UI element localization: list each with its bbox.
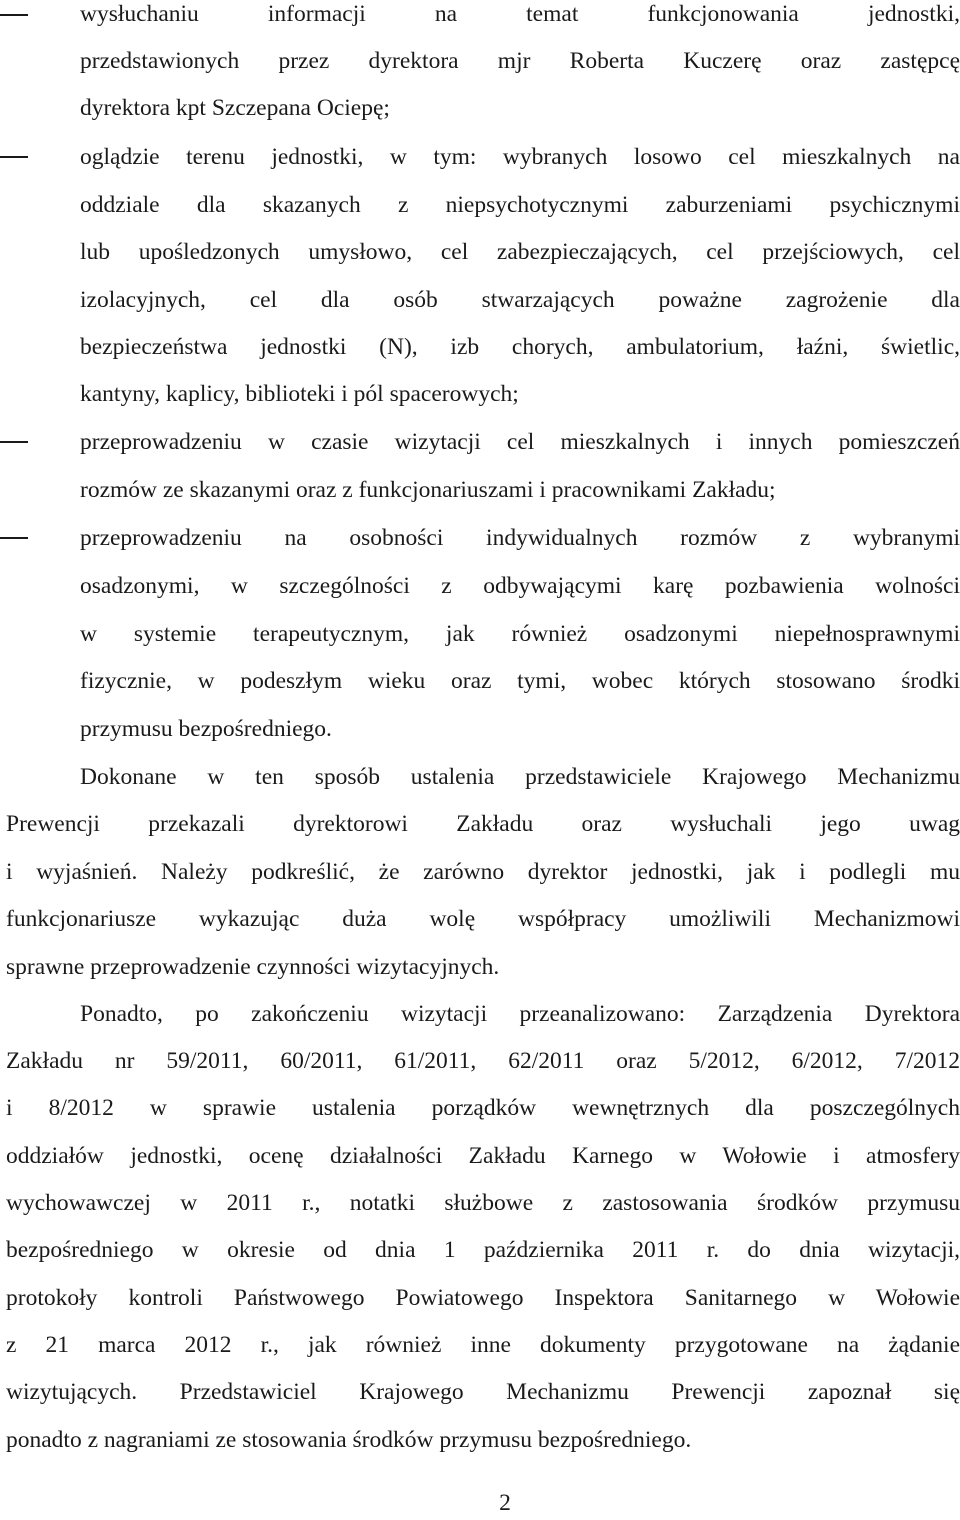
text-line: osadzonymi, w szczególności z odbywającymi karę pozbawienia wolności [80, 573, 960, 599]
text-line: izolacyjnych, cel dla osób stwarzających poważne zagrożenie dla [80, 287, 960, 313]
text-line: i wyjaśnień. Należy podkreślić, że zarówno dyrektor jednostki, jak i podlegli mu [6, 859, 960, 885]
text-line: lub upośledzonych umysłowo, cel zabezpieczających, cel przejściowych, cel [80, 239, 960, 265]
text-line: oddziałów jednostki, ocenę działalności Zakładu Karnego w Wołowie i atmosfery [6, 1143, 960, 1169]
text-line: dyrektora kpt Szczepana Ociepę; [80, 95, 390, 121]
dash-bullet-icon [0, 14, 28, 16]
text-line: wizytujących. Przedstawiciel Krajowego Mechanizmu Prewencji zapoznał się [6, 1379, 960, 1405]
text-line: Prewencji przekazali dyrektorowi Zakładu oraz wysłuchali jego uwag [6, 811, 960, 837]
page-number: 2 [499, 1490, 511, 1516]
text-line: ponadto z nagraniami ze stosowania środków przymusu bezpośredniego. [6, 1427, 692, 1453]
text-line: Ponadto, po zakończeniu wizytacji przeanalizowano: Zarządzenia Dyrektora [80, 1001, 960, 1027]
text-line: przedstawionych przez dyrektora mjr Roberta Kuczerę oraz zastępcę [80, 48, 960, 74]
text-line: przeprowadzeniu na osobności indywidualnych rozmów z wybranymi [80, 525, 960, 551]
text-line: wysłuchaniu informacji na temat funkcjonowania jednostki, [80, 1, 960, 27]
text-line: przeprowadzeniu w czasie wizytacji cel mieszkalnych i innych pomieszczeń [80, 429, 960, 455]
dash-bullet-icon [0, 441, 28, 443]
text-line: rozmów ze skazanymi oraz z funkcjonariuszami i pracownikami Zakładu; [80, 477, 776, 503]
text-line: z 21 marca 2012 r., jak również inne dokumenty przygotowane na żądanie [6, 1332, 960, 1358]
text-line: bezpieczeństwa jednostki (N), izb chorych, ambulatorium, łaźni, świetlic, [80, 334, 960, 360]
text-line: protokoły kontroli Państwowego Powiatowego Inspektora Sanitarnego w Wołowie [6, 1285, 960, 1311]
text-line: przymusu bezpośredniego. [80, 716, 332, 742]
text-line: bezpośredniego w okresie od dnia 1 października 2011 r. do dnia wizytacji, [6, 1237, 960, 1263]
text-line: Zakładu nr 59/2011, 60/2011, 61/2011, 62/2011 oraz 5/2012, 6/2012, 7/2012 [6, 1048, 960, 1074]
dash-bullet-icon [0, 537, 28, 539]
text-line: i 8/2012 w sprawie ustalenia porządków wewnętrznych dla poszczególnych [6, 1095, 960, 1121]
text-line: fizycznie, w podeszłym wieku oraz tymi, wobec których stosowano środki [80, 668, 960, 694]
text-line: funkcjonariusze wykazując duża wolę współpracy umożliwili Mechanizmowi [6, 906, 960, 932]
text-line: kantyny, kaplicy, biblioteki i pól spacerowych; [80, 381, 519, 407]
text-line: Dokonane w ten sposób ustalenia przedstawiciele Krajowego Mechanizmu [80, 764, 960, 790]
text-line: oddziale dla skazanych z niepsychotycznymi zaburzeniami psychicznymi [80, 192, 960, 218]
text-line: wychowawczej w 2011 r., notatki służbowe z zastosowania środków przymusu [6, 1190, 960, 1216]
text-line: w systemie terapeutycznym, jak również osadzonymi niepełnosprawnymi [80, 621, 960, 647]
text-line: oglądzie terenu jednostki, w tym: wybranych losowo cel mieszkalnych na [80, 144, 960, 170]
dash-bullet-icon [0, 156, 28, 158]
text-line: sprawne przeprowadzenie czynności wizytacyjnych. [6, 954, 500, 980]
